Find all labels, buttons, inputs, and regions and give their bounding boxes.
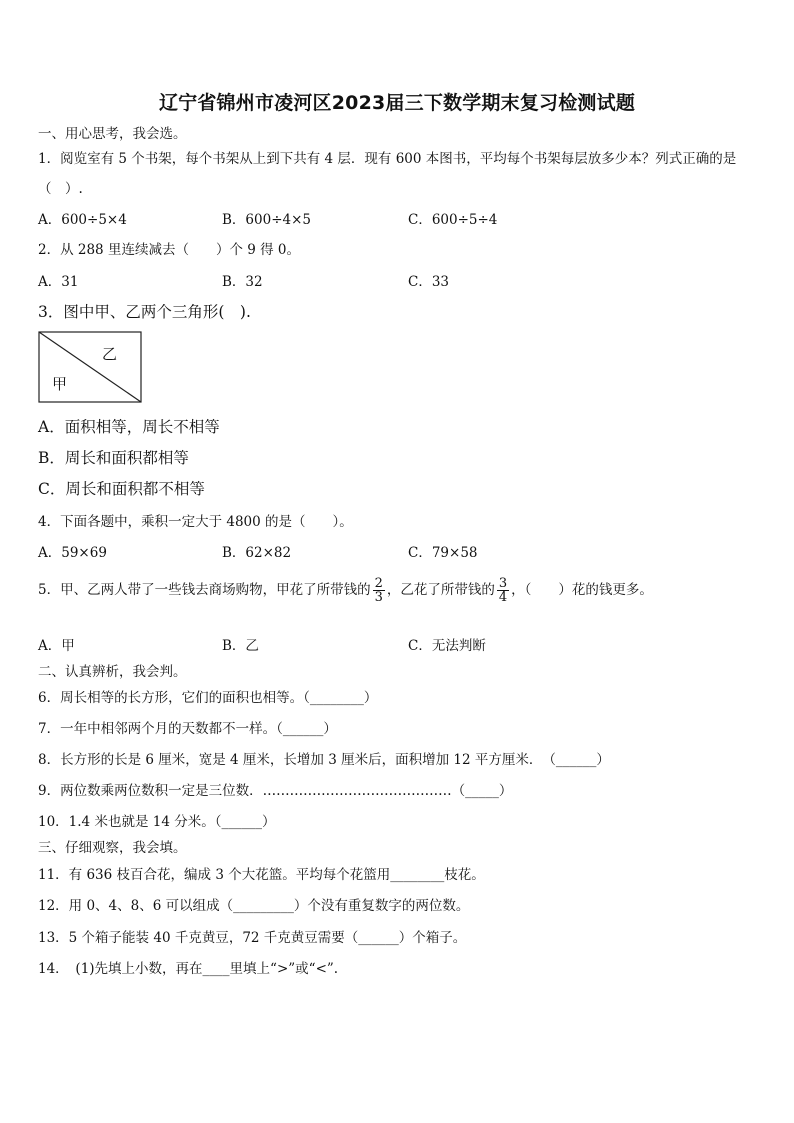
- question-8: 8．长方形的长是 6 厘米，宽是 4 厘米，长增加 3 厘米后，面积增加 12 平方厘米． （______）: [38, 752, 610, 768]
- question-5-option-b: B．乙: [222, 638, 259, 654]
- fraction-denominator: 3: [374, 590, 383, 605]
- question-14: 14． (1)先填上小数，再在____里填上“>”或“<”.: [38, 961, 339, 977]
- label-yi: 乙: [102, 345, 118, 363]
- question-7: 7．一年中相邻两个月的天数都不一样。（______）: [38, 721, 337, 737]
- section-heading-1: 一、用心思考，我会选。: [38, 126, 187, 142]
- question-2-option-c: C．33: [408, 274, 450, 290]
- question-4-option-a: A．59×69: [38, 545, 107, 561]
- question-2-stem: 2．从 288 里连续减去（ ）个 9 得 0。: [38, 242, 300, 258]
- question-2-option-a: A．31: [38, 274, 79, 290]
- question-13: 13．5 个箱子能装 40 千克黄豆，72 千克黄豆需要（______）个箱子。: [38, 930, 467, 946]
- question-10: 10．1.4 米也就是 14 分米。（______）: [38, 814, 276, 830]
- question-2-option-b: B．32: [222, 274, 263, 290]
- question-9: 9．两位数乘两位数积一定是三位数．……………………………………（_____）: [38, 783, 513, 799]
- triangle-figure: [38, 331, 142, 403]
- question-1-option-a: A．600÷5×4: [38, 212, 127, 228]
- section-heading-3: 三、仔细观察，我会填。: [38, 840, 187, 856]
- fraction-numerator: 3: [498, 576, 508, 591]
- question-3-option-c: C．周长和面积都不相等: [38, 480, 205, 498]
- fraction-two-thirds: [373, 577, 385, 604]
- question-5-text-part1: 5．甲、乙两人带了一些钱去商场购物，甲花了所带钱的: [38, 582, 371, 598]
- question-4-option-b: B．62×82: [222, 545, 292, 561]
- question-12: 12．用 0、4、8、6 可以组成（_________）个没有重复数字的两位数。: [38, 898, 470, 914]
- question-11: 11．有 636 枝百合花，编成 3 个大花篮。平均每个花篮用________枝花。: [38, 867, 485, 883]
- question-5-option-c: C．无法判断: [408, 638, 486, 654]
- question-4-stem: 4．下面各题中，乘积一定大于 4800 的是（ ）。: [38, 514, 353, 530]
- question-4-option-c: C．79×58: [408, 545, 478, 561]
- question-6: 6．周长相等的长方形，它们的面积也相等。（________）: [38, 690, 378, 706]
- question-5-option-a: A．甲: [38, 638, 75, 654]
- question-1-option-b: B．600÷4×5: [222, 212, 311, 228]
- question-5-text-part2: ，乙花了所带钱的: [386, 582, 495, 598]
- question-3-option-a: A．面积相等，周长不相等: [38, 418, 220, 436]
- question-1-option-c: C．600÷5÷4: [408, 212, 498, 228]
- page-title: 辽宁省锦州市凌河区2023届三下数学期末复习检测试题: [158, 92, 636, 114]
- section-heading-2: 二、认真辨析，我会判。: [38, 664, 187, 680]
- label-jia: 甲: [52, 375, 68, 393]
- question-5-text-part3: ，（ ）花的钱更多。: [511, 582, 653, 598]
- fraction-numerator: 2: [374, 576, 383, 591]
- question-3-option-b: B．周长和面积都相等: [38, 449, 189, 467]
- question-1-stem-cont: （ ）.: [38, 181, 83, 197]
- fraction-three-quarters: [497, 577, 509, 604]
- question-3-stem: 3．图中甲、乙两个三角形( ).: [38, 303, 251, 321]
- question-5-stem: [38, 577, 653, 604]
- fraction-denominator: 4: [498, 590, 508, 605]
- question-1-stem: 1．阅览室有 5 个书架，每个书架从上到下共有 4 层．现有 600 本图书，平均每个书架每层放多少本？列式正确的是: [38, 151, 737, 167]
